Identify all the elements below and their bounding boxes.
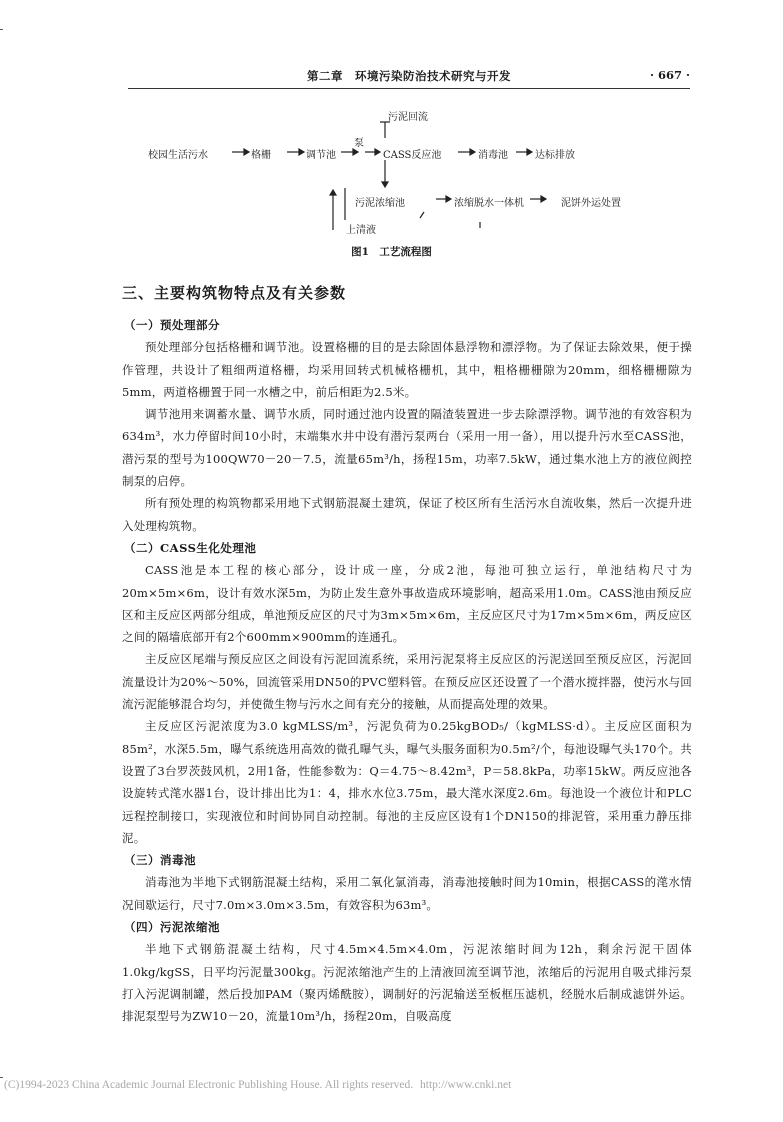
tick-mark: [420, 212, 424, 218]
arrowhead: [382, 182, 388, 187]
flowchart-arrows: [0, 0, 783, 270]
arrowhead: [299, 149, 304, 155]
chapter-title: 第二章 环境污染防治技术研究与开发: [307, 69, 511, 83]
node-thicken: 污泥浓缩池: [355, 198, 405, 209]
paragraph: 预处理部分包括格栅和调节池。设置格栅的目的是去除固体悬浮物和漂浮物。为了保证去除效果，便于操作管理，共设计了粗细两道格栅，均采用回转式机械格栅机，其中，粗格栅栅隙为20mm，细格栅栅隙为5mm，两道格栅置于同一水槽之中，前后相距为2.5米。: [122, 340, 692, 399]
node-tank: 调节池: [306, 150, 336, 161]
arrowhead: [470, 149, 475, 155]
subsection-heading: （一）预处理部分: [124, 318, 220, 332]
paragraph: 主反应区尾端与预反应区之间设有污泥回流系统，采用污泥泵将主反应区的污泥送回至预反应区，污泥回流量设计为20%～50%，回流管采用DN50的PVC塑料管。在预反应区还设置了一个潜水搅拌器，使污水与回流污泥能够混合均匀，并使微生物与污水之间有充分的接触，从而提高处理的效果。: [122, 652, 692, 712]
scan-mark: [0, 1077, 3, 1078]
paragraph: 半地下式钢筋混凝土结构，尺寸4.5m×4.5m×4.0m，污泥浓缩时间为12h，剩余污泥干固体1.0kg/kgSS，日平均污泥量300kg。污泥浓缩池产生的上清液回流至调节池，浓缩后的污泥用自吸式排污泵打入污泥调制罐，然后投加PAM（聚丙烯酰胺），调制好的污泥输送至板框压滤机，经脱水后制成滤饼外运。排泥泵型号为ZW10－20，流量10m³/h，扬程20m，自吸高度: [122, 942, 692, 1024]
node-sewage: 校园生活污水: [148, 150, 208, 161]
arrowhead: [446, 196, 451, 202]
subsection-heading: （二）CASS生化处理池: [124, 540, 257, 555]
arrowhead: [527, 149, 532, 155]
arrowhead: [330, 190, 336, 195]
paragraph: 所有预处理的构筑物都采用地下式钢筋混凝土建筑，保证了校区所有生活污水自流收集，然后一次提升进入处理构筑物。: [122, 496, 692, 533]
copyright-notice: (C)1994-2023 China Academic Journal Electronic Publishing House. All rights reserved.: [4, 1079, 414, 1091]
paragraph: CASS池是本工程的核心部分，设计成一座，分成2池，每池可独立运行，单池结构尺寸为20m×5m×6m，设计有效水深5m，为防止发生意外事故造成环境影响，超高采用1.0m。CASS池由预反应区和主反应区两部分组成，单池预反应区的尺寸为3m×5m×6m，主反应区尺寸为17m×5m×6m，两反应区之间的隔墙底部开有2个600mm×900mm的连通孔。: [122, 563, 692, 645]
scan-mark: [0, 29, 3, 30]
process-flowchart: [0, 0, 783, 270]
node-dewater: 浓缩脱水一体机: [454, 198, 524, 209]
node-disinfect: 消毒池: [478, 150, 508, 161]
node-cake: 泥饼外运处置: [561, 198, 621, 209]
section-body: [122, 314, 692, 1028]
section-title: 三、主要构筑物特点及有关参数: [122, 284, 347, 302]
arrowhead: [244, 149, 249, 155]
node-grille: 格栅: [251, 150, 271, 161]
node-supernatant: 上清液: [346, 225, 376, 236]
page-number: · 667 ·: [649, 68, 690, 82]
node-pump: 泵: [354, 138, 364, 149]
figure-caption: 图1 工艺流程图: [351, 246, 432, 258]
paragraph: 调节池用来调蓄水量、调节水质，同时通过池内设置的隔渣装置进一步去除漂浮物。调节池的有效容积为634m³，水力停留时间10小时，末端集水井中设有潜污泵两台（采用一用一备），用以提升污水至CASS池，潜污泵的型号为100QW70－20－7.5，流量65m³/h，扬程15m，功率7.5kW，通过集水池上方的液位阀控制泵的启停。: [122, 407, 692, 489]
node-cass: CASS反应池: [383, 150, 442, 161]
arrowhead: [541, 196, 546, 202]
cnki-url: http://www.cnki.net: [420, 1079, 512, 1091]
page-footer: [0, 1079, 783, 1091]
node-discharge: 达标排放: [535, 150, 575, 161]
arrowhead: [353, 149, 358, 155]
paragraph: 主反应区污泥浓度为3.0 kgMLSS/m³，污泥负荷为0.25kgBOD₅/（kgMLSS·d）。主反应区面积为85m²，水深5.5m，曝气系统选用高效的微孔曝气头，曝气头服务面积为0.5m²/个，每池设曝气头170个。共设置了3台罗茨鼓风机，2用1备，性能参数为：Q＝4.75～8.42m³，P＝58.8kPa，功率15kW。两反应池各设旋转式滗水器1台，设计排出比为1：4，排水水位3.75m，最大滗水深度2.6m。每池设一个液位计和PLC远程控制接口，实现液位和时间协同自动控制。每池的主反应区设有1个DN150的排泥管，采用重力静压排泥。: [122, 719, 692, 845]
node-return: 污泥回流: [388, 112, 428, 123]
arrowhead: [375, 149, 380, 155]
paragraph: 消毒池为半地下式钢筋混凝土结构，采用二氧化氯消毒，消毒池接触时间为10min，根据CASS的滗水情况间歇运行，尺寸7.0m×3.0m×3.5m，有效容积为63m³。: [122, 875, 692, 912]
subsection-heading: （四）污泥浓缩池: [124, 920, 220, 935]
subsection-heading: （三）消毒池: [124, 853, 196, 868]
